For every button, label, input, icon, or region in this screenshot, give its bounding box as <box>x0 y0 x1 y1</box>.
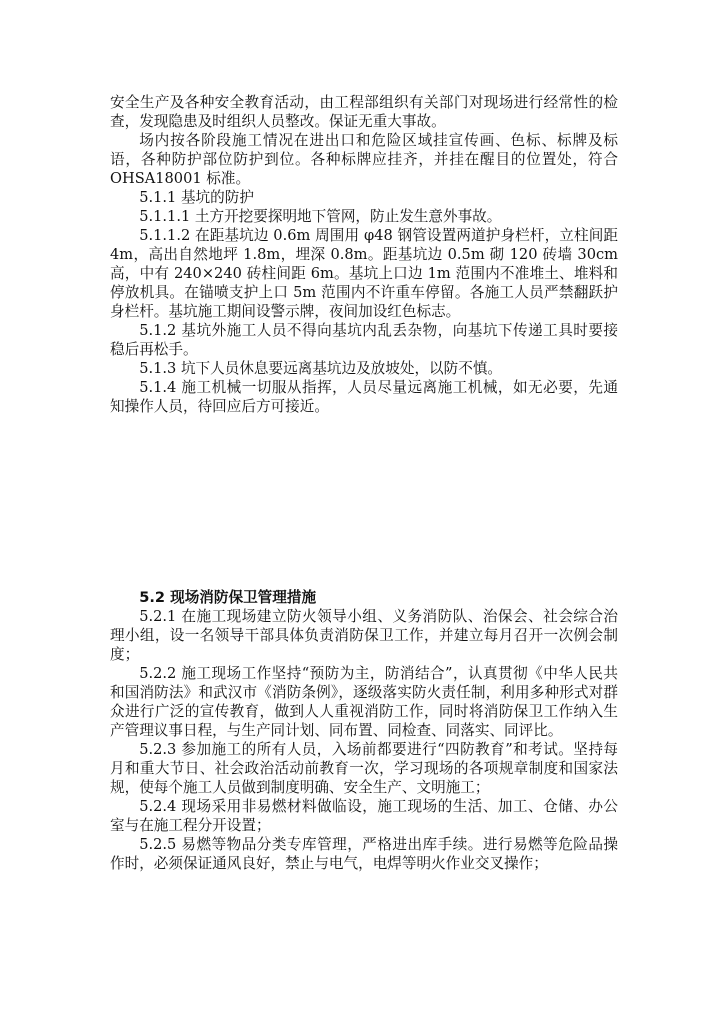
paragraph: 5.1.3 坑下人员休息要远离基坑边及放坡处，以防不慎。 <box>139 360 503 377</box>
paragraph: 5.1.2 基坑外施工人员不得向基坑内乱丢杂物，向基坑下传递工具时要接稳后再松手。 <box>110 322 618 358</box>
paragraph: 5.2.4 现场采用非易燃材料做临设，施工现场的生活、加工、仓储、办公室与在施工程分开设置； <box>110 798 618 834</box>
paragraph: 5.2.5 易燃等物品分类专库管理，严格进出库手续。进行易燃等危险品操作时，必须保证通风良好，禁止与电气，电焊等明火作业交叉操作； <box>110 836 618 872</box>
section-5-1-text <box>110 93 618 416</box>
paragraph: 5.1.4 施工机械一切服从指挥，人员尽量远离施工机械，如无必要，先通知操作人员，待回应后方可接近。 <box>110 379 618 415</box>
section-heading: 5.2 现场消防保卫管理措施 <box>139 589 317 606</box>
paragraph: 5.2.3 参加施工的所有人员，入场前都要进行“四防教育”和考试。坚持每月和重大节日、社会政治活动前教育一次，学习现场的各项规章制度和国家法规，使每个施工人员做到制度明确、安全生产、文明施工； <box>110 741 618 796</box>
paragraph: 安全生产及各种安全教育活动，由工程部组织有关部门对现场进行经常性的检查，发现隐患及时组织人员整改。保证无重大事故。 <box>110 94 618 130</box>
paragraph: 5.1.1.1 土方开挖要探明地下管网，防止发生意外事故。 <box>139 208 502 225</box>
section-5-2-text <box>110 588 618 873</box>
subheading: 5.1.1 基坑的防护 <box>139 189 254 206</box>
paragraph: 场内按各阶段施工情况在进出口和危险区域挂宣传画、色标、标牌及标语，各种防护部位防护到位。各种标牌应挂齐，并挂在醒目的位置处，符合 OHSA18001 标准。 <box>110 132 618 187</box>
paragraph: 5.2.1 在施工现场建立防火领导小组、义务消防队、治保会、社会综合治理小组，设一名领导干部具体负责消防保卫工作，并建立每月召开一次例会制度； <box>110 608 618 663</box>
paragraph: 5.1.1.2 在距基坑边 0.6m 周围用 φ48 钢管设置两道护身栏杆，立柱间距 4m，高出自然地坪 1.8m，埋深 0.8m。距基坑边 0.5m 砌 120 砖墙 30cm 高，中有 240×240 砖柱间距 6m。基坑上口边 1m 范围内不准堆土、堆料和停放机具。在锚喷支护上口 5m 范围内不许重车停留。各施工人员严禁翻跃护身栏杆。基坑施工期间设警示牌，夜间加设红色标志。 <box>110 227 618 320</box>
paragraph: 5.2.2 施工现场工作坚持“预防为主，防消结合”，认真贯彻《中华人民共和国消防法》和武汉市《消防条例》，逐级落实防火责任制，利用多种形式对群众进行广泛的宣传教育，做到人人重视消防工作，同时将消防保卫工作纳入生产管理议事日程，与生产同计划、同布置、同检查、同落实、同评比。 <box>110 665 618 739</box>
